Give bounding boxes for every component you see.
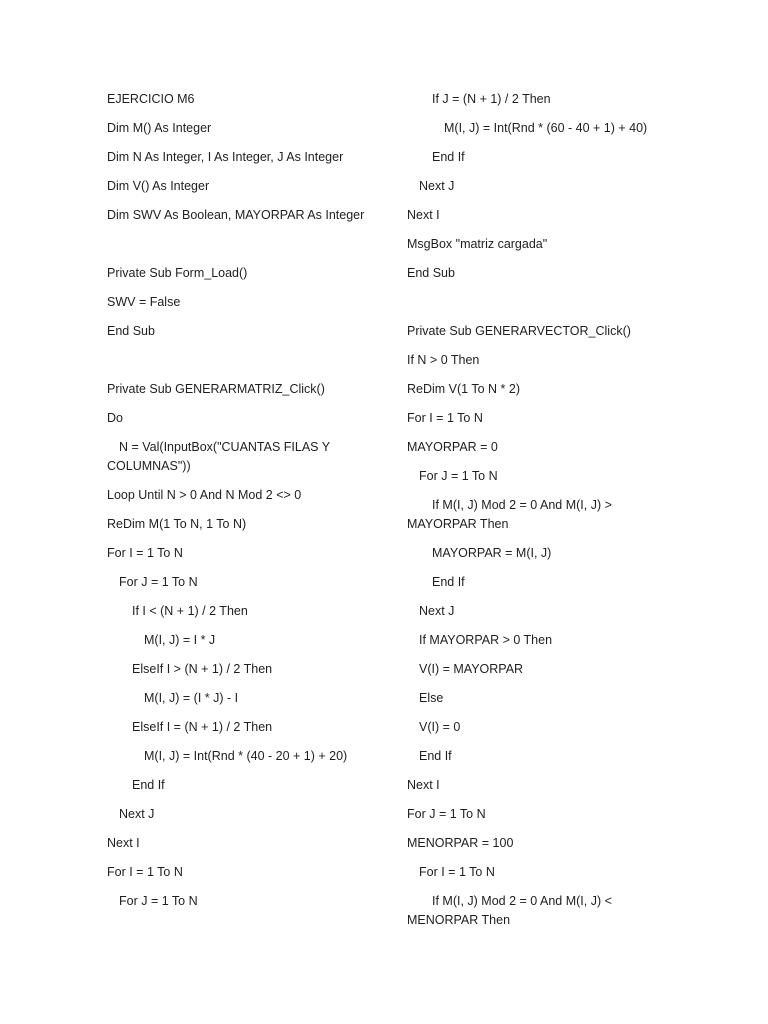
- code-line: [407, 544, 669, 563]
- code-line: [407, 863, 669, 882]
- code-line: [407, 573, 669, 592]
- code-line: [107, 409, 369, 428]
- code-line: [407, 90, 669, 109]
- code-line: [407, 660, 669, 679]
- code-line-text: For J = 1 To N: [419, 469, 498, 483]
- code-line-text: M(I, J) = Int(Rnd * (40 - 20 + 1) + 20): [144, 749, 348, 763]
- code-column-right: [407, 90, 669, 940]
- code-line-text: For I = 1 To N: [407, 411, 483, 425]
- code-line: [407, 496, 669, 534]
- code-line-text: N = Val(InputBox("CUANTAS FILAS Y: [119, 440, 331, 454]
- code-line: [407, 602, 669, 621]
- code-line: [107, 380, 369, 399]
- code-line-continuation: COLUMNAS")): [107, 459, 191, 473]
- code-line-text: If M(I, J) Mod 2 = 0 And M(I, J) <: [432, 894, 612, 908]
- code-line-text: SWV = False: [107, 295, 181, 309]
- code-line: [107, 602, 369, 621]
- code-line: [107, 148, 369, 167]
- blank-line: [107, 351, 369, 370]
- code-line: [407, 206, 669, 225]
- code-line-text: V(I) = MAYORPAR: [419, 662, 524, 676]
- code-line-text: M(I, J) = (I * J) - I: [144, 691, 239, 705]
- code-line: [107, 206, 369, 225]
- blank-line: [107, 235, 369, 254]
- code-line: [407, 438, 669, 457]
- code-line-continuation: MAYORPAR Then: [407, 517, 509, 531]
- code-line: [407, 805, 669, 824]
- code-line-text: EJERCICIO M6: [107, 92, 195, 106]
- code-line-text: ElseIf I > (N + 1) / 2 Then: [132, 662, 273, 676]
- code-line-text: MsgBox "matriz cargada": [407, 237, 548, 251]
- code-line-text: End Sub: [407, 266, 455, 280]
- code-line-continuation: MENORPAR Then: [407, 913, 511, 927]
- code-line-text: Next I: [407, 778, 440, 792]
- code-line: [107, 486, 369, 505]
- code-line-text: V(I) = 0: [419, 720, 461, 734]
- code-line-text: For J = 1 To N: [119, 575, 198, 589]
- code-line-text: If I < (N + 1) / 2 Then: [132, 604, 248, 618]
- code-line-text: If N > 0 Then: [407, 353, 480, 367]
- code-line: [107, 119, 369, 138]
- code-line: [107, 515, 369, 534]
- code-line: [107, 718, 369, 737]
- code-line-text: If M(I, J) Mod 2 = 0 And M(I, J) >: [432, 498, 612, 512]
- code-line: [107, 322, 369, 341]
- code-line-text: ReDim V(1 To N * 2): [407, 382, 520, 396]
- code-line: [407, 718, 669, 737]
- code-line: [107, 892, 369, 911]
- code-line-text: For J = 1 To N: [119, 894, 198, 908]
- code-line: [107, 293, 369, 312]
- code-line: [107, 573, 369, 592]
- code-line: [107, 264, 369, 283]
- code-line: [407, 776, 669, 795]
- code-line-text: MAYORPAR = M(I, J): [432, 546, 552, 560]
- code-line: [107, 776, 369, 795]
- code-line-text: M(I, J) = I * J: [144, 633, 216, 647]
- code-line-text: End If: [419, 749, 452, 763]
- code-line: [107, 90, 369, 109]
- code-line-text: Private Sub GENERARMATRIZ_Click(): [107, 382, 325, 396]
- code-line: [407, 380, 669, 399]
- code-line-text: Dim V() As Integer: [107, 179, 210, 193]
- code-line-text: End If: [132, 778, 165, 792]
- code-line-text: If MAYORPAR > 0 Then: [419, 633, 553, 647]
- code-line: [107, 544, 369, 563]
- code-line-text: ElseIf I = (N + 1) / 2 Then: [132, 720, 273, 734]
- code-line-text: For I = 1 To N: [107, 865, 183, 879]
- code-line-text: Next J: [119, 807, 155, 821]
- code-line-text: Private Sub GENERARVECTOR_Click(): [407, 324, 631, 338]
- code-line-text: For I = 1 To N: [419, 865, 495, 879]
- code-column-left: [107, 90, 369, 921]
- code-line-text: Next J: [419, 604, 455, 618]
- code-line-text: If J = (N + 1) / 2 Then: [432, 92, 551, 106]
- code-line: [107, 863, 369, 882]
- blank-line: [407, 293, 669, 312]
- code-line-text: ReDim M(1 To N, 1 To N): [107, 517, 247, 531]
- code-line: [407, 747, 669, 766]
- code-line: [107, 805, 369, 824]
- code-line-text: For I = 1 To N: [107, 546, 183, 560]
- code-line: [407, 834, 669, 853]
- code-line: [407, 177, 669, 196]
- code-line: [107, 747, 369, 766]
- code-line-text: Else: [419, 691, 444, 705]
- code-line-text: MAYORPAR = 0: [407, 440, 498, 454]
- code-line-text: Do: [107, 411, 123, 425]
- code-line-text: Loop Until N > 0 And N Mod 2 <> 0: [107, 488, 302, 502]
- code-line: [407, 631, 669, 650]
- code-line: [407, 351, 669, 370]
- code-line: [407, 409, 669, 428]
- code-line: [107, 660, 369, 679]
- code-line: [107, 834, 369, 853]
- code-line-text: M(I, J) = Int(Rnd * (60 - 40 + 1) + 40): [444, 121, 648, 135]
- code-line: [407, 119, 669, 138]
- code-line: [407, 322, 669, 341]
- code-line-text: End If: [432, 575, 465, 589]
- code-line-text: Next I: [407, 208, 440, 222]
- code-line-text: Private Sub Form_Load(): [107, 266, 248, 280]
- code-line-text: MENORPAR = 100: [407, 836, 514, 850]
- code-line-text: End Sub: [107, 324, 155, 338]
- code-line-text: For J = 1 To N: [407, 807, 486, 821]
- code-line: [107, 631, 369, 650]
- code-line: [407, 235, 669, 254]
- code-line: [107, 438, 369, 476]
- code-line: [407, 689, 669, 708]
- code-line-text: Dim SWV As Boolean, MAYORPAR As Integer: [107, 208, 365, 222]
- code-line-text: Next I: [107, 836, 140, 850]
- code-line: [107, 689, 369, 708]
- code-line-text: End If: [432, 150, 465, 164]
- code-line-text: Next J: [419, 179, 455, 193]
- code-line: [407, 148, 669, 167]
- code-line-text: Dim N As Integer, I As Integer, J As Integer: [107, 150, 344, 164]
- code-line: [407, 467, 669, 486]
- code-line: [107, 177, 369, 196]
- code-line: [407, 264, 669, 283]
- code-line-text: Dim M() As Integer: [107, 121, 212, 135]
- code-line: [407, 892, 669, 930]
